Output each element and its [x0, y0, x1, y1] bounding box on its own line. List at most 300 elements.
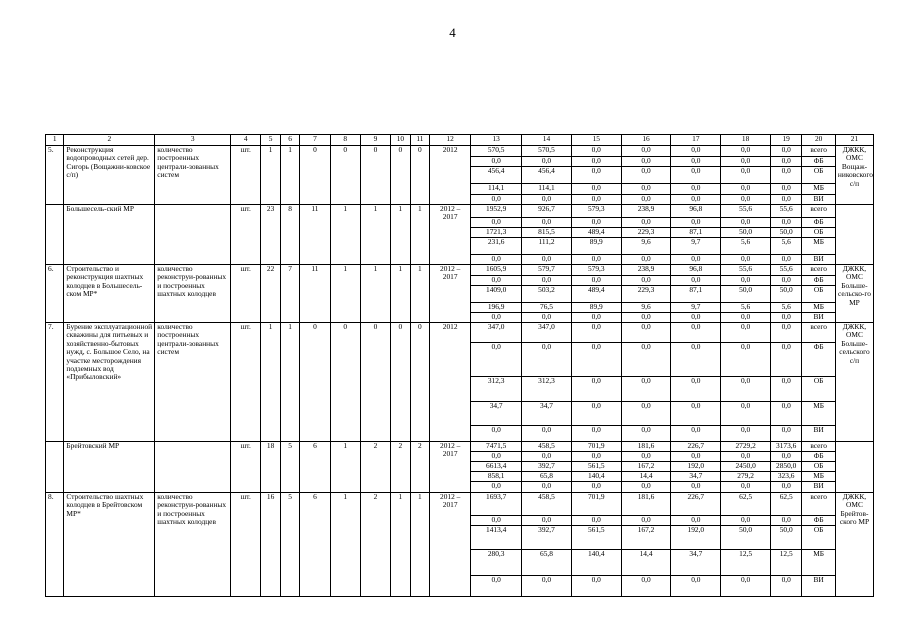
funding-value: 5,6 — [721, 303, 771, 313]
funding-value: 0,0 — [621, 452, 671, 462]
funding-value: 192,0 — [671, 526, 721, 550]
funding-value: 0,0 — [522, 157, 572, 167]
funding-value: 14,4 — [621, 550, 671, 576]
funding-value: 347,0 — [522, 323, 572, 343]
funding-value: 0,0 — [571, 377, 621, 402]
funding-source: всего — [802, 205, 836, 218]
funding-source: всего — [802, 493, 836, 516]
funding-value: 0,0 — [671, 184, 721, 195]
funding-value: 0,0 — [621, 218, 671, 228]
funding-value: 0,0 — [671, 576, 721, 597]
funding-value: 0,0 — [522, 426, 572, 442]
page-number: 4 — [449, 25, 456, 40]
funding-value: 114,1 — [471, 184, 522, 195]
funding-value: 140,4 — [571, 472, 621, 482]
funding-value: 76,5 — [522, 303, 572, 313]
funding-source: ВИ — [802, 255, 836, 265]
column-number: 14 — [522, 135, 572, 146]
count-value: 1 — [330, 205, 360, 265]
count-value: 2 — [360, 442, 390, 493]
funding-value: 0,0 — [671, 323, 721, 343]
funding-source: ФБ — [802, 516, 836, 526]
funding-value: 5,6 — [771, 303, 802, 313]
funding-value: 0,0 — [721, 576, 771, 597]
funding-value: 229,3 — [621, 286, 671, 303]
funding-value: 0,0 — [571, 576, 621, 597]
funding-value: 0,0 — [471, 516, 522, 526]
unit: шт. — [231, 323, 261, 442]
funding-value: 458,5 — [522, 493, 572, 516]
funding-source: ФБ — [802, 343, 836, 377]
count-value: 5 — [280, 493, 299, 597]
funding-value: 0,0 — [771, 323, 802, 343]
funding-value: 815,5 — [522, 228, 572, 238]
funding-value: 0,0 — [771, 146, 802, 157]
funding-value: 140,4 — [571, 550, 621, 576]
measure-name: Строительство и реконструкция шахтных колодцев в Большесель-ском МР* — [64, 265, 155, 323]
count-value: 1 — [261, 323, 280, 442]
measure-name: Брейтовский МР — [64, 442, 155, 493]
funding-value: 7471,5 — [471, 442, 522, 452]
count-value: 2 — [410, 442, 429, 493]
funding-value: 0,0 — [621, 195, 671, 205]
funding-value: 229,3 — [621, 228, 671, 238]
count-value: 23 — [261, 205, 280, 265]
funding-value: 89,9 — [571, 303, 621, 313]
count-value: 1 — [330, 265, 360, 323]
period: 2012 — [430, 323, 471, 442]
count-value: 1 — [410, 205, 429, 265]
funding-value: 0,0 — [721, 276, 771, 286]
funding-value: 0,0 — [621, 426, 671, 442]
funding-value: 0,0 — [721, 377, 771, 402]
funding-value: 0,0 — [721, 218, 771, 228]
funding-source: всего — [802, 442, 836, 452]
count-value: 8 — [280, 205, 299, 265]
funding-value: 196,9 — [471, 303, 522, 313]
funding-value: 238,9 — [621, 205, 671, 218]
funding-value: 570,5 — [471, 146, 522, 157]
count-value: 1 — [391, 265, 410, 323]
funding-value: 0,0 — [571, 426, 621, 442]
funding-value: 0,0 — [471, 157, 522, 167]
column-number: 12 — [430, 135, 471, 146]
count-value: 0 — [330, 146, 360, 205]
funding-value: 0,0 — [522, 452, 572, 462]
column-number: 10 — [391, 135, 410, 146]
funding-source: ОБ — [802, 462, 836, 472]
measure-name: Бурение эксплуатационной скважины для питьевых и хозяйственно-бытовых нужд, с. Большое Село, на участке месторождения подземных вод «Прибыловский» — [64, 323, 155, 442]
funding-value: 12,5 — [721, 550, 771, 576]
funding-source: ОБ — [802, 377, 836, 402]
responsible: ДЖКК, ОМС Больше-сельского с/п — [835, 323, 873, 442]
funding-source: ОБ — [802, 286, 836, 303]
column-number: 8 — [330, 135, 360, 146]
period: 2012 — [430, 146, 471, 205]
funding-source: МБ — [802, 550, 836, 576]
column-number: 2 — [64, 135, 155, 146]
period: 2012 – 2017 — [430, 493, 471, 597]
funding-value: 561,5 — [571, 462, 621, 472]
funding-value: 0,0 — [671, 482, 721, 493]
count-value: 0 — [330, 323, 360, 442]
responsible: ДЖКК, ОМС Вощаж-никовского с/п — [835, 146, 873, 205]
funding-value: 0,0 — [771, 218, 802, 228]
funding-value: 0,0 — [671, 157, 721, 167]
funding-value: 50,0 — [721, 228, 771, 238]
program-table — [45, 134, 874, 597]
count-value: 0 — [300, 146, 330, 205]
funding-value: 0,0 — [571, 195, 621, 205]
funding-source: ОБ — [802, 167, 836, 184]
funding-value: 456,4 — [471, 167, 522, 184]
funding-value: 0,0 — [771, 426, 802, 442]
funding-value: 50,0 — [721, 526, 771, 550]
count-value: 18 — [261, 442, 280, 493]
funding-source: МБ — [802, 238, 836, 255]
funding-value: 0,0 — [771, 452, 802, 462]
row-number: 7. — [46, 323, 64, 442]
funding-value: 65,8 — [522, 550, 572, 576]
count-value: 1 — [280, 323, 299, 442]
funding-value: 0,0 — [621, 576, 671, 597]
funding-value: 0,0 — [721, 482, 771, 493]
funding-value: 0,0 — [671, 313, 721, 323]
funding-value: 3173,6 — [771, 442, 802, 452]
funding-value: 181,6 — [621, 442, 671, 452]
count-value: 1 — [410, 493, 429, 597]
row-number: 8. — [46, 493, 64, 597]
unit: шт. — [231, 493, 261, 597]
funding-value: 0,0 — [671, 195, 721, 205]
count-value: 1 — [360, 205, 390, 265]
funding-value: 0,0 — [621, 184, 671, 195]
funding-value: 0,0 — [771, 195, 802, 205]
funding-source: ФБ — [802, 218, 836, 228]
funding-value: 226,7 — [671, 493, 721, 516]
funding-value: 6613,4 — [471, 462, 522, 472]
funding-value: 0,0 — [571, 276, 621, 286]
funding-value: 0,0 — [522, 343, 572, 377]
funding-value: 0,0 — [571, 402, 621, 426]
funding-value: 238,9 — [621, 265, 671, 276]
funding-value: 0,0 — [721, 313, 771, 323]
funding-value: 579,3 — [571, 205, 621, 218]
count-value: 1 — [280, 146, 299, 205]
funding-value: 392,7 — [522, 526, 572, 550]
funding-value: 0,0 — [571, 218, 621, 228]
responsible: ДЖКК, ОМС Брейтов-ского МР — [835, 493, 873, 597]
count-value: 0 — [410, 323, 429, 442]
column-number: 9 — [360, 135, 390, 146]
funding-value: 34,7 — [522, 402, 572, 426]
funding-value: 0,0 — [671, 426, 721, 442]
funding-value: 167,2 — [621, 526, 671, 550]
funding-value: 0,0 — [721, 167, 771, 184]
column-number-row — [46, 135, 874, 146]
funding-value: 0,0 — [771, 516, 802, 526]
funding-value: 0,0 — [471, 576, 522, 597]
funding-value: 579,7 — [522, 265, 572, 276]
unit: шт. — [231, 205, 261, 265]
column-number: 4 — [231, 135, 261, 146]
funding-value: 0,0 — [571, 184, 621, 195]
funding-value: 0,0 — [771, 184, 802, 195]
funding-value: 55,6 — [771, 265, 802, 276]
count-value: 0 — [410, 146, 429, 205]
column-number: 13 — [471, 135, 522, 146]
responsible: ДЖКК, ОМС Больше-сельско-го МР — [835, 265, 873, 323]
funding-value: 0,0 — [671, 343, 721, 377]
funding-value: 0,0 — [571, 157, 621, 167]
funding-value: 323,6 — [771, 472, 802, 482]
funding-value: 9,6 — [621, 303, 671, 313]
table-row — [46, 442, 874, 452]
funding-source: ВИ — [802, 313, 836, 323]
row-number — [46, 442, 64, 493]
count-value: 11 — [300, 265, 330, 323]
responsible — [835, 205, 873, 265]
measure-name: Строительство шахтных колодцев в Брейтовском МР* — [64, 493, 155, 597]
count-value: 0 — [391, 146, 410, 205]
funding-value: 0,0 — [571, 516, 621, 526]
funding-value: 279,2 — [721, 472, 771, 482]
count-value: 6 — [300, 493, 330, 597]
funding-value: 570,5 — [522, 146, 572, 157]
funding-value: 0,0 — [671, 255, 721, 265]
count-value: 1 — [330, 442, 360, 493]
funding-source: ФБ — [802, 157, 836, 167]
period: 2012 – 2017 — [430, 442, 471, 493]
column-number: 20 — [802, 135, 836, 146]
funding-value: 0,0 — [471, 276, 522, 286]
funding-value: 34,7 — [471, 402, 522, 426]
column-number: 6 — [280, 135, 299, 146]
row-number: 5. — [46, 146, 64, 205]
row-number — [46, 205, 64, 265]
count-value: 1 — [391, 205, 410, 265]
period: 2012 – 2017 — [430, 205, 471, 265]
funding-value: 0,0 — [671, 276, 721, 286]
count-value: 16 — [261, 493, 280, 597]
funding-value: 1409,0 — [471, 286, 522, 303]
funding-value: 458,5 — [522, 442, 572, 452]
indicator-name — [155, 442, 231, 493]
funding-value: 0,0 — [471, 195, 522, 205]
column-number: 3 — [155, 135, 231, 146]
funding-value: 9,7 — [671, 303, 721, 313]
funding-value: 0,0 — [621, 313, 671, 323]
funding-value: 0,0 — [721, 343, 771, 377]
table-row — [46, 205, 874, 218]
funding-value: 0,0 — [471, 313, 522, 323]
funding-value: 0,0 — [571, 343, 621, 377]
funding-value: 5,6 — [771, 238, 802, 255]
funding-value: 0,0 — [621, 146, 671, 157]
funding-value: 89,9 — [571, 238, 621, 255]
funding-value: 347,0 — [471, 323, 522, 343]
funding-value: 0,0 — [621, 157, 671, 167]
funding-value: 0,0 — [522, 218, 572, 228]
unit: шт. — [231, 146, 261, 205]
funding-value: 2450,0 — [721, 462, 771, 472]
column-number: 7 — [300, 135, 330, 146]
funding-value: 111,2 — [522, 238, 572, 255]
funding-value: 0,0 — [471, 255, 522, 265]
count-value: 0 — [391, 323, 410, 442]
indicator-name: количество построенных централи-зованных систем — [155, 146, 231, 205]
funding-value: 0,0 — [721, 516, 771, 526]
funding-value: 0,0 — [721, 323, 771, 343]
funding-value: 0,0 — [621, 482, 671, 493]
funding-value: 0,0 — [671, 218, 721, 228]
count-value: 0 — [360, 146, 390, 205]
funding-value: 114,1 — [522, 184, 572, 195]
count-value: 0 — [300, 323, 330, 442]
funding-value: 0,0 — [671, 167, 721, 184]
funding-value: 87,1 — [671, 286, 721, 303]
funding-source: МБ — [802, 184, 836, 195]
funding-value: 0,0 — [571, 255, 621, 265]
funding-value: 0,0 — [771, 157, 802, 167]
indicator-name: количество реконструи-рованных и построенных шахтных колодцев — [155, 265, 231, 323]
funding-source: ВИ — [802, 482, 836, 493]
count-value: 22 — [261, 265, 280, 323]
table-row — [46, 493, 874, 516]
count-value: 2 — [391, 442, 410, 493]
funding-value: 1605,9 — [471, 265, 522, 276]
column-number: 19 — [771, 135, 802, 146]
funding-value: 0,0 — [621, 343, 671, 377]
funding-value: 0,0 — [471, 218, 522, 228]
funding-value: 14,4 — [621, 472, 671, 482]
column-number: 11 — [410, 135, 429, 146]
funding-value: 0,0 — [571, 167, 621, 184]
funding-value: 55,6 — [771, 205, 802, 218]
funding-value: 55,6 — [721, 205, 771, 218]
funding-value: 858,1 — [471, 472, 522, 482]
count-value: 11 — [300, 205, 330, 265]
funding-source: всего — [802, 146, 836, 157]
column-number: 1 — [46, 135, 64, 146]
funding-value: 34,7 — [671, 472, 721, 482]
count-value: 7 — [280, 265, 299, 323]
count-value: 1 — [261, 146, 280, 205]
row-number: 6. — [46, 265, 64, 323]
indicator-name: количество построенных централи-зованных систем — [155, 323, 231, 442]
funding-value: 0,0 — [721, 426, 771, 442]
funding-value: 50,0 — [771, 228, 802, 238]
funding-value: 50,0 — [721, 286, 771, 303]
funding-value: 0,0 — [471, 482, 522, 493]
funding-value: 926,7 — [522, 205, 572, 218]
funding-value: 701,9 — [571, 493, 621, 516]
funding-value: 0,0 — [771, 576, 802, 597]
indicator-name: количество реконструи-рованных и построенных шахтных колодцев — [155, 493, 231, 597]
funding-source: ОБ — [802, 228, 836, 238]
funding-value: 0,0 — [522, 576, 572, 597]
column-number: 5 — [261, 135, 280, 146]
funding-value: 0,0 — [671, 377, 721, 402]
funding-value: 0,0 — [721, 452, 771, 462]
measure-name: Большесель-ский МР — [64, 205, 155, 265]
funding-value: 0,0 — [721, 157, 771, 167]
funding-value: 392,7 — [522, 462, 572, 472]
funding-value: 489,4 — [571, 228, 621, 238]
funding-value: 1693,7 — [471, 493, 522, 516]
funding-value: 701,9 — [571, 442, 621, 452]
funding-value: 0,0 — [522, 276, 572, 286]
measure-name: Реконструкция водопроводных сетей дер. Сигорь (Вощажни-ковское с/п) — [64, 146, 155, 205]
funding-value: 0,0 — [721, 184, 771, 195]
funding-source: ВИ — [802, 195, 836, 205]
funding-value: 0,0 — [771, 276, 802, 286]
funding-value: 50,0 — [771, 286, 802, 303]
funding-source: МБ — [802, 472, 836, 482]
funding-value: 226,7 — [671, 442, 721, 452]
count-value: 2 — [360, 493, 390, 597]
funding-value: 0,0 — [621, 516, 671, 526]
funding-value: 0,0 — [571, 313, 621, 323]
funding-value: 0,0 — [522, 255, 572, 265]
funding-value: 62,5 — [771, 493, 802, 516]
funding-value: 0,0 — [522, 516, 572, 526]
funding-value: 0,0 — [721, 402, 771, 426]
unit: шт. — [231, 442, 261, 493]
funding-source: ВИ — [802, 426, 836, 442]
indicator-name — [155, 205, 231, 265]
funding-value: 96,8 — [671, 265, 721, 276]
funding-value: 312,3 — [522, 377, 572, 402]
funding-value: 0,0 — [522, 313, 572, 323]
count-value: 1 — [391, 493, 410, 597]
funding-source: МБ — [802, 303, 836, 313]
funding-value: 9,7 — [671, 238, 721, 255]
funding-source: всего — [802, 265, 836, 276]
funding-value: 0,0 — [471, 426, 522, 442]
count-value: 6 — [300, 442, 330, 493]
funding-value: 0,0 — [671, 516, 721, 526]
funding-value: 34,7 — [671, 550, 721, 576]
count-value: 1 — [360, 265, 390, 323]
funding-value: 561,5 — [571, 526, 621, 550]
funding-value: 62,5 — [721, 493, 771, 516]
funding-value: 0,0 — [771, 313, 802, 323]
funding-value: 167,2 — [621, 462, 671, 472]
funding-value: 0,0 — [621, 402, 671, 426]
table-row — [46, 146, 874, 157]
funding-value: 9,6 — [621, 238, 671, 255]
funding-value: 0,0 — [671, 452, 721, 462]
table-row — [46, 323, 874, 343]
funding-value: 2729,2 — [721, 442, 771, 452]
funding-value: 280,3 — [471, 550, 522, 576]
funding-value: 0,0 — [771, 167, 802, 184]
funding-value: 456,4 — [522, 167, 572, 184]
funding-source: ОБ — [802, 526, 836, 550]
funding-value: 312,3 — [471, 377, 522, 402]
funding-value: 579,3 — [571, 265, 621, 276]
unit: шт. — [231, 265, 261, 323]
funding-value: 65,8 — [522, 472, 572, 482]
funding-value: 0,0 — [721, 255, 771, 265]
funding-value: 0,0 — [721, 195, 771, 205]
period: 2012 – 2017 — [430, 265, 471, 323]
funding-value: 503,2 — [522, 286, 572, 303]
column-number: 16 — [621, 135, 671, 146]
count-value: 5 — [280, 442, 299, 493]
funding-value: 0,0 — [471, 343, 522, 377]
